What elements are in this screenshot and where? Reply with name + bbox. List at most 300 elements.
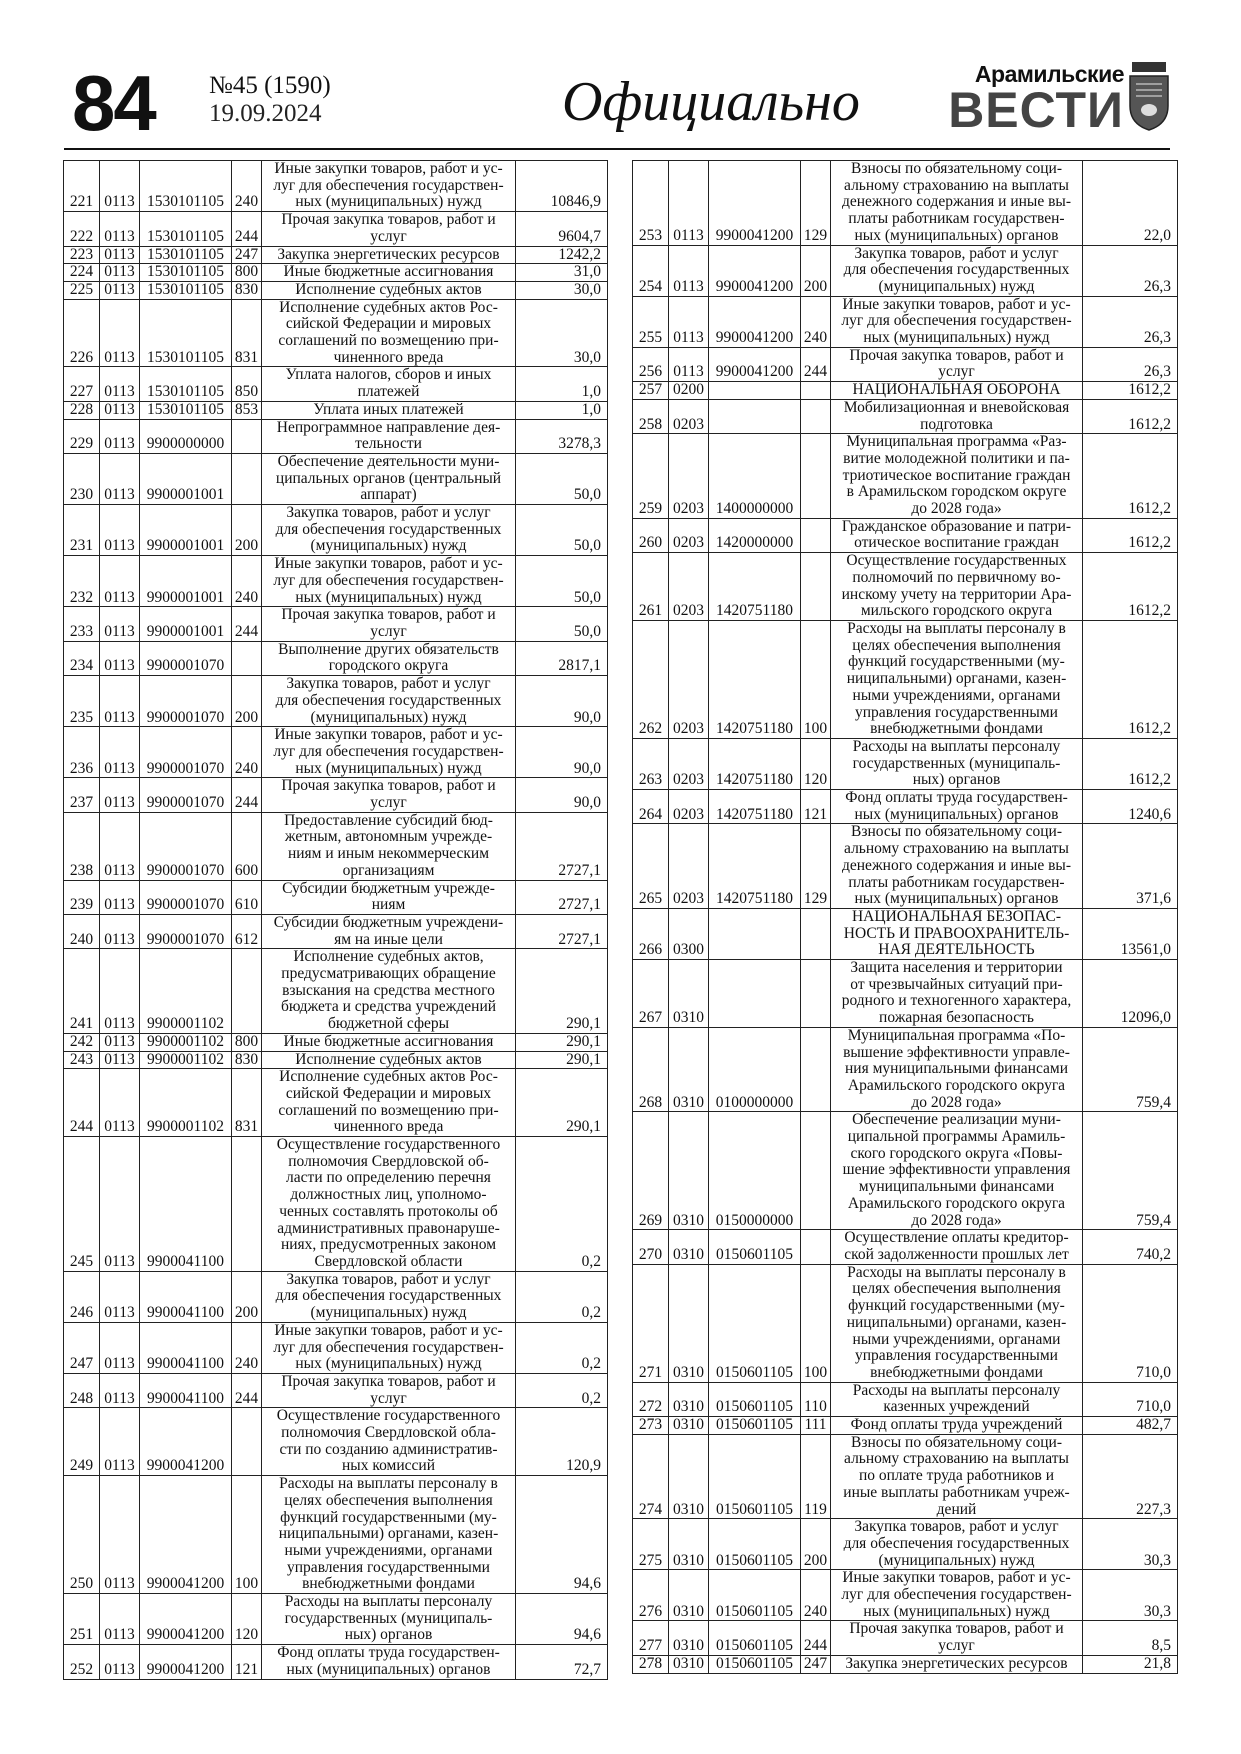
section-code: 0203 [669, 824, 709, 909]
amount: 1240,6 [1083, 790, 1178, 824]
table-row [64, 812, 608, 880]
item-name: Фонд оплаты труда государствен- ных (муниципальных) органов [831, 790, 1083, 824]
target-article-code: 0100000000 [709, 1027, 801, 1112]
expense-type-code: 800 [232, 264, 262, 282]
table-row [633, 296, 1178, 347]
target-article-code: 0150601105 [709, 1382, 801, 1416]
target-article-code: 1420751180 [709, 790, 801, 824]
row-number: 250 [64, 1476, 100, 1594]
item-name: Иные закупки товаров, работ и ус- луг для обеспечения государствен- ных (муниципальных) нужд [831, 1570, 1083, 1621]
amount: 1,0 [516, 401, 608, 419]
amount: 2727,1 [516, 880, 608, 914]
section-title: Официально [562, 71, 860, 133]
expense-type-code: 240 [232, 1322, 262, 1373]
item-name: Уплата иных платежей [262, 401, 516, 419]
item-name: Осуществление государственных полномочий по первичному во- инскому учету на территории Ара- мильского городского округа [831, 553, 1083, 621]
target-article-code: 9900001102 [140, 1033, 232, 1051]
expense-type-code: 240 [232, 161, 262, 212]
row-number: 236 [64, 727, 100, 778]
expense-type-code [801, 434, 831, 519]
amount: 0,2 [516, 1322, 608, 1373]
section-code: 0310 [669, 1417, 709, 1435]
row-number: 229 [64, 419, 100, 453]
row-number: 223 [64, 246, 100, 264]
section-code: 0113 [100, 1137, 140, 1272]
target-article-code: 9900041200 [709, 161, 801, 246]
amount: 1242,2 [516, 246, 608, 264]
item-name: Закупка товаров, работ и услуг для обеспечения государственных (муниципальных) нужд [262, 1271, 516, 1322]
row-number: 253 [633, 161, 669, 246]
target-article-code: 0150601105 [709, 1519, 801, 1570]
item-name: Прочая закупка товаров, работ и услуг [262, 1373, 516, 1407]
issue-date: 19.09.2024 [209, 100, 322, 127]
section-code: 0113 [100, 727, 140, 778]
target-article-code: 9900041200 [709, 245, 801, 296]
row-number: 227 [64, 367, 100, 401]
item-name: Расходы на выплаты персоналу в целях обеспечения выполнения функций государственными (му- ниципальными) органами, казен- ными учреждениями, органами управления государственными внебюджетными фондами [831, 620, 1083, 738]
item-name: Фонд оплаты труда учреждений [831, 1417, 1083, 1435]
amount: 1612,2 [1083, 518, 1178, 552]
table-row [64, 1476, 608, 1594]
section-code: 0113 [100, 264, 140, 282]
item-name: Исполнение судебных актов Рос- сийской Федерации и мировых соглашений по возмещению при- чиненного вреда [262, 299, 516, 367]
item-name: Муниципальная программа «По- вышение эффективности управле- ния муниципальными финансами Арамильского городского округа до 2028 года» [831, 1027, 1083, 1112]
target-article-code: 9900041200 [140, 1594, 232, 1645]
row-number: 274 [633, 1434, 669, 1519]
target-article-code: 9900000000 [140, 419, 232, 453]
row-number: 259 [633, 434, 669, 519]
table-row [64, 880, 608, 914]
target-article-code: 9900001070 [140, 641, 232, 675]
section-code: 0113 [100, 1408, 140, 1476]
row-number: 263 [633, 738, 669, 789]
table-row [633, 824, 1178, 909]
section-code: 0113 [100, 1645, 140, 1679]
amount: 31,0 [516, 264, 608, 282]
table-row [64, 246, 608, 264]
expense-type-code: 247 [801, 1655, 831, 1673]
amount: 50,0 [516, 453, 608, 504]
table-row [633, 1112, 1178, 1230]
amount: 0,2 [516, 1137, 608, 1272]
item-name: Закупка товаров, работ и услуг для обеспечения государственных (муниципальных) нужд [831, 1519, 1083, 1570]
section-code: 0113 [100, 1069, 140, 1137]
expense-type-code [232, 1408, 262, 1476]
target-article-code: 1420751180 [709, 738, 801, 789]
expense-type-code: 121 [232, 1645, 262, 1679]
target-article-code: 0150601105 [709, 1655, 801, 1673]
expense-type-code: 200 [232, 505, 262, 556]
row-number: 241 [64, 949, 100, 1034]
item-name: Осуществление государственного полномочия Свердловской обла- сти по созданию административ- ных комиссий [262, 1408, 516, 1476]
amount: 90,0 [516, 727, 608, 778]
page-number: 84 [72, 59, 155, 147]
expense-type-code: 244 [801, 347, 831, 381]
table-row [64, 1137, 608, 1272]
expense-type-code: 830 [232, 281, 262, 299]
amount: 0,2 [516, 1373, 608, 1407]
newspaper-logo [944, 62, 1124, 142]
row-number: 226 [64, 299, 100, 367]
amount: 26,3 [1083, 245, 1178, 296]
row-number: 269 [633, 1112, 669, 1230]
expense-type-code: 244 [232, 1373, 262, 1407]
target-article-code: 1530101105 [140, 161, 232, 212]
table-row [633, 908, 1178, 959]
row-number: 258 [633, 399, 669, 433]
target-article-code: 9900001001 [140, 607, 232, 641]
issue-number: №45 (1590) [209, 72, 331, 99]
target-article-code: 9900001070 [140, 812, 232, 880]
row-number: 264 [633, 790, 669, 824]
logo-top-text: Арамильские [974, 61, 1124, 87]
row-number: 224 [64, 264, 100, 282]
expense-type-code [801, 1230, 831, 1264]
item-name: Гражданское образование и патри- отическое воспитание граждан [831, 518, 1083, 552]
section-code: 0310 [669, 1382, 709, 1416]
section-code: 0113 [100, 914, 140, 948]
table-row [633, 399, 1178, 433]
expense-type-code: 121 [801, 790, 831, 824]
row-number: 262 [633, 620, 669, 738]
expense-type-code: 831 [232, 1069, 262, 1137]
page-header [64, 58, 1184, 148]
expense-type-code [801, 960, 831, 1028]
target-article-code: 0150601105 [709, 1230, 801, 1264]
item-name: Исполнение судебных актов [262, 1051, 516, 1069]
expense-type-code [232, 419, 262, 453]
section-code: 0203 [669, 434, 709, 519]
row-number: 232 [64, 556, 100, 607]
table-row [64, 1594, 608, 1645]
section-code: 0113 [669, 161, 709, 246]
expense-type-code [232, 641, 262, 675]
row-number: 249 [64, 1408, 100, 1476]
target-article-code [709, 382, 801, 400]
target-article-code: 9900041200 [140, 1476, 232, 1594]
amount: 759,4 [1083, 1112, 1178, 1230]
target-article-code: 9900001102 [140, 1069, 232, 1137]
section-code: 0113 [100, 1594, 140, 1645]
table-row [633, 434, 1178, 519]
table-row [633, 1382, 1178, 1416]
section-code: 0113 [100, 1373, 140, 1407]
row-number: 235 [64, 676, 100, 727]
table-row [64, 556, 608, 607]
expense-type-code: 600 [232, 812, 262, 880]
item-name: Иные закупки товаров, работ и ус- луг для обеспечения государствен- ных (муниципальных) нужд [262, 1322, 516, 1373]
target-article-code: 9900001070 [140, 914, 232, 948]
amount: 2727,1 [516, 812, 608, 880]
target-article-code: 1530101105 [140, 281, 232, 299]
amount: 13561,0 [1083, 908, 1178, 959]
target-article-code: 0150601105 [709, 1264, 801, 1382]
section-code: 0113 [100, 1051, 140, 1069]
expense-type-code: 244 [801, 1621, 831, 1655]
row-number: 237 [64, 778, 100, 812]
section-code: 0113 [100, 1033, 140, 1051]
section-code: 0310 [669, 1519, 709, 1570]
table-row [64, 949, 608, 1034]
row-number: 233 [64, 607, 100, 641]
item-name: НАЦИОНАЛЬНАЯ ОБОРОНА [831, 382, 1083, 400]
target-article-code: 1530101105 [140, 401, 232, 419]
item-name: Расходы на выплаты персоналу в целях обеспечения выполнения функций государственными (му- ниципальными) органами, казен- ными учреждениями, органами управления государственными внебюджетными фондами [831, 1264, 1083, 1382]
amount: 290,1 [516, 1069, 608, 1137]
row-number: 256 [633, 347, 669, 381]
amount: 90,0 [516, 676, 608, 727]
table-row [633, 1655, 1178, 1673]
expense-type-code: 100 [801, 1264, 831, 1382]
expense-type-code: 200 [232, 1271, 262, 1322]
amount: 30,3 [1083, 1570, 1178, 1621]
expense-type-code: 610 [232, 880, 262, 914]
amount: 227,3 [1083, 1434, 1178, 1519]
table-row [64, 607, 608, 641]
expense-type-code [232, 1137, 262, 1272]
item-name: Уплата налогов, сборов и иных платежей [262, 367, 516, 401]
row-number: 222 [64, 212, 100, 246]
section-code: 0113 [100, 880, 140, 914]
target-article-code: 0150601105 [709, 1434, 801, 1519]
table-row [64, 914, 608, 948]
amount: 3278,3 [516, 419, 608, 453]
section-code: 0113 [100, 281, 140, 299]
item-name: Расходы на выплаты персоналу казенных учреждений [831, 1382, 1083, 1416]
table-row [633, 1519, 1178, 1570]
item-name: Закупка товаров, работ и услуг для обеспечения государственных (муниципальных) нужд [831, 245, 1083, 296]
item-name: Закупка энергетических ресурсов [831, 1655, 1083, 1673]
amount: 1612,2 [1083, 553, 1178, 621]
expense-type-code: 129 [801, 161, 831, 246]
row-number: 248 [64, 1373, 100, 1407]
table-row [633, 1434, 1178, 1519]
target-article-code: 1530101105 [140, 299, 232, 367]
item-name: Защита населения и территории от чрезвычайных ситуаций при- родного и техногенного характера, пожарная безопасность [831, 960, 1083, 1028]
target-article-code: 9900041200 [709, 347, 801, 381]
item-name: Исполнение судебных актов Рос- сийской Федерации и мировых соглашений по возмещению при- чиненного вреда [262, 1069, 516, 1137]
item-name: Иные закупки товаров, работ и ус- луг для обеспечения государствен- ных (муниципальных) нужд [262, 556, 516, 607]
section-code: 0203 [669, 790, 709, 824]
section-code: 0113 [100, 607, 140, 641]
table-row [64, 505, 608, 556]
target-article-code: 9900001070 [140, 676, 232, 727]
table-row [64, 281, 608, 299]
section-code: 0113 [100, 401, 140, 419]
item-name: Закупка товаров, работ и услуг для обеспечения государственных (муниципальных) нужд [262, 505, 516, 556]
expense-type-code: 129 [801, 824, 831, 909]
issue-info [209, 72, 331, 128]
row-number: 238 [64, 812, 100, 880]
table-row [64, 401, 608, 419]
expense-type-code [801, 399, 831, 433]
section-code: 0113 [669, 296, 709, 347]
row-number: 244 [64, 1069, 100, 1137]
table-row [64, 367, 608, 401]
table-row [633, 738, 1178, 789]
table-row [64, 212, 608, 246]
target-article-code: 9900041100 [140, 1137, 232, 1272]
amount: 8,5 [1083, 1621, 1178, 1655]
section-code: 0113 [100, 419, 140, 453]
item-name: Закупка товаров, работ и услуг для обеспечения государственных (муниципальных) нужд [262, 676, 516, 727]
section-code: 0113 [669, 245, 709, 296]
table-row [633, 245, 1178, 296]
target-article-code: 1400000000 [709, 434, 801, 519]
target-article-code: 0150601105 [709, 1570, 801, 1621]
table-row [633, 790, 1178, 824]
target-article-code [709, 399, 801, 433]
amount: 90,0 [516, 778, 608, 812]
section-code: 0203 [669, 738, 709, 789]
section-code: 0113 [100, 556, 140, 607]
expense-type-code: 120 [801, 738, 831, 789]
section-code: 0113 [100, 1322, 140, 1373]
amount: 30,0 [516, 299, 608, 367]
item-name: Расходы на выплаты персоналу в целях обеспечения выполнения функций государственными (му- ниципальными) органами, казен- ными учреждениями, органами управления государственными внебюджетными фондами [262, 1476, 516, 1594]
table-row [64, 1051, 608, 1069]
table-row [64, 727, 608, 778]
target-article-code: 9900001001 [140, 505, 232, 556]
expense-type-code: 240 [232, 727, 262, 778]
section-code: 0113 [100, 812, 140, 880]
table-row [633, 518, 1178, 552]
section-code: 0310 [669, 1570, 709, 1621]
item-name: Взносы по обязательному соци- альному страхованию на выплаты денежного содержания и иные вы- платы работникам государствен- ных (муниципальных) органов [831, 824, 1083, 909]
section-code: 0113 [100, 676, 140, 727]
row-number: 277 [633, 1621, 669, 1655]
amount: 26,3 [1083, 347, 1178, 381]
row-number: 225 [64, 281, 100, 299]
section-code: 0113 [100, 453, 140, 504]
table-row [633, 382, 1178, 400]
amount: 21,8 [1083, 1655, 1178, 1673]
item-name: Исполнение судебных актов [262, 281, 516, 299]
table-row [64, 1033, 608, 1051]
table-row [64, 1408, 608, 1476]
target-article-code: 9900041200 [709, 296, 801, 347]
expense-type-code [801, 382, 831, 400]
expense-type-code: 120 [232, 1594, 262, 1645]
expense-type-code: 244 [232, 212, 262, 246]
item-name: Закупка энергетических ресурсов [262, 246, 516, 264]
item-name: Мобилизационная и вневойсковая подготовка [831, 399, 1083, 433]
table-row [633, 1027, 1178, 1112]
item-name: Прочая закупка товаров, работ и услуг [262, 607, 516, 641]
section-code: 0310 [669, 1264, 709, 1382]
expense-type-code: 831 [232, 299, 262, 367]
section-code: 0310 [669, 1112, 709, 1230]
expense-type-code: 200 [801, 1519, 831, 1570]
item-name: Прочая закупка товаров, работ и услуг [262, 778, 516, 812]
row-number: 239 [64, 880, 100, 914]
expense-type-code [801, 518, 831, 552]
target-article-code: 9900041200 [140, 1645, 232, 1679]
table-row [64, 1271, 608, 1322]
section-code: 0300 [669, 908, 709, 959]
item-name: Прочая закупка товаров, работ и услуг [831, 347, 1083, 381]
amount: 290,1 [516, 949, 608, 1034]
section-code: 0113 [100, 641, 140, 675]
expense-type-code: 200 [232, 676, 262, 727]
target-article-code: 9900001102 [140, 1051, 232, 1069]
row-number: 247 [64, 1322, 100, 1373]
expense-type-code: 244 [232, 778, 262, 812]
section-code: 0203 [669, 553, 709, 621]
row-number: 221 [64, 161, 100, 212]
table-row [64, 641, 608, 675]
table-row [64, 264, 608, 282]
section-code: 0113 [100, 1271, 140, 1322]
amount: 1612,2 [1083, 738, 1178, 789]
target-article-code: 1420000000 [709, 518, 801, 552]
amount: 30,0 [516, 281, 608, 299]
row-number: 228 [64, 401, 100, 419]
target-article-code: 1530101105 [140, 246, 232, 264]
expense-type-code: 853 [232, 401, 262, 419]
expense-type-code [801, 908, 831, 959]
row-number: 267 [633, 960, 669, 1028]
section-code: 0310 [669, 1621, 709, 1655]
target-article-code: 1420751180 [709, 553, 801, 621]
row-number: 278 [633, 1655, 669, 1673]
item-name: Обеспечение реализации муни- ципальной программы Арамиль- ского городского округа «Повы- шение эффективности управления муниципальными финансами Арамильского городского округа до 2028 года» [831, 1112, 1083, 1230]
section-code: 0113 [100, 212, 140, 246]
amount: 50,0 [516, 556, 608, 607]
section-code: 0113 [100, 367, 140, 401]
section-code: 0203 [669, 518, 709, 552]
row-number: 273 [633, 1417, 669, 1435]
amount: 290,1 [516, 1033, 608, 1051]
row-number: 255 [633, 296, 669, 347]
table-right [632, 160, 1178, 1674]
target-article-code: 9900041100 [140, 1271, 232, 1322]
item-name: Фонд оплаты труда государствен- ных (муниципальных) органов [262, 1645, 516, 1679]
row-number: 231 [64, 505, 100, 556]
expense-type-code [232, 453, 262, 504]
amount: 710,0 [1083, 1382, 1178, 1416]
row-number: 276 [633, 1570, 669, 1621]
item-name: Выполнение других обязательств городского округа [262, 641, 516, 675]
target-article-code: 0150601105 [709, 1621, 801, 1655]
target-article-code: 0150000000 [709, 1112, 801, 1230]
table-row [64, 1645, 608, 1679]
target-article-code: 9900001070 [140, 727, 232, 778]
item-name: Прочая закупка товаров, работ и услуг [262, 212, 516, 246]
section-code: 0310 [669, 1230, 709, 1264]
amount: 120,9 [516, 1408, 608, 1476]
expense-type-code: 110 [801, 1382, 831, 1416]
item-name: Взносы по обязательному соци- альному страхованию на выплаты по оплате труда работников и иные выплаты работникам учреж- дений [831, 1434, 1083, 1519]
row-number: 268 [633, 1027, 669, 1112]
item-name: Исполнение судебных актов, предусматривающих обращение взыскания на средства местного бюджета и средства учреждений бюджетной сферы [262, 949, 516, 1034]
row-number: 230 [64, 453, 100, 504]
row-number: 254 [633, 245, 669, 296]
expense-type-code [801, 1112, 831, 1230]
table-row [633, 1230, 1178, 1264]
amount: 10846,9 [516, 161, 608, 212]
item-name: Предоставление субсидий бюд- жетным, автономным учрежде- ниям и иным некоммерческим организациям [262, 812, 516, 880]
table-row [64, 419, 608, 453]
amount: 290,1 [516, 1051, 608, 1069]
expense-type-code: 240 [801, 296, 831, 347]
table-row [64, 778, 608, 812]
expense-type-code: 119 [801, 1434, 831, 1519]
table-row [633, 1570, 1178, 1621]
row-number: 271 [633, 1264, 669, 1382]
expense-type-code: 612 [232, 914, 262, 948]
amount: 94,6 [516, 1476, 608, 1594]
